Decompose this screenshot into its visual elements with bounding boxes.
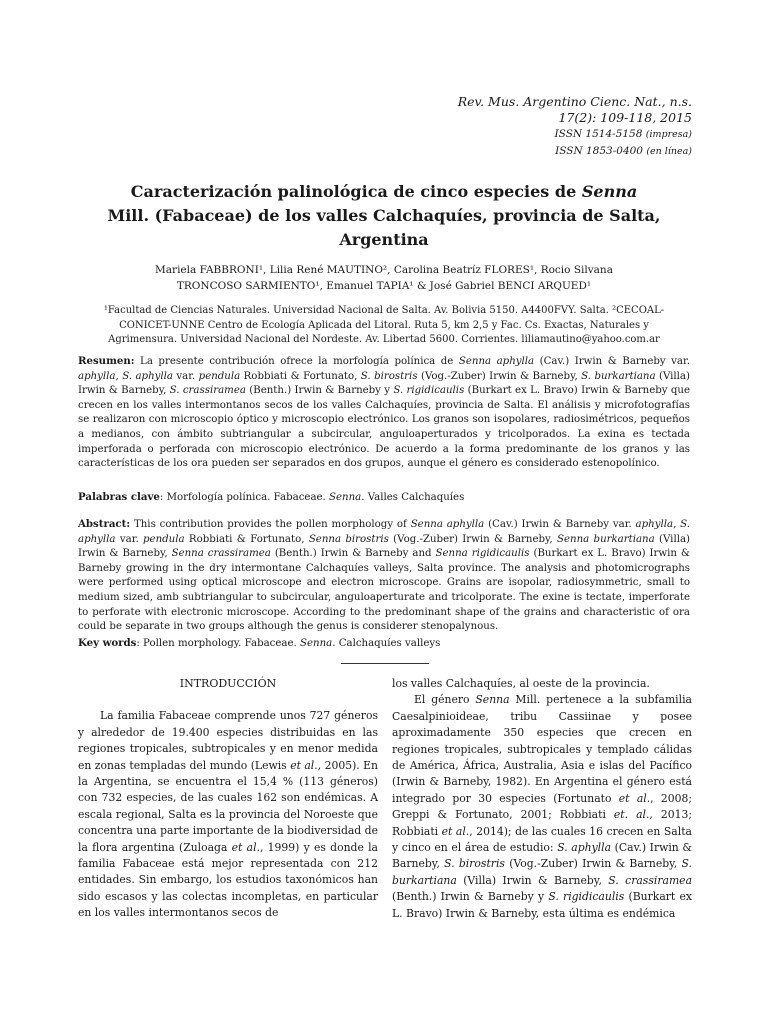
- resumen-paragraph: Resumen: La presente contribución ofrece la morfología polínica de Senna aphylla (Cav.) Irwin & Barneby var. aphylla, S. aphylla var. pendula Robbiati & Fortunato, S. birostris (Vog.-Zuber) Irwin & Barneby, S. burkartiana (Villa) Irwin & Barneby, S. crassiramea (Benth.) Irwin & Barneby y S. rigidicaulis (Burkart ex L. Bravo) Irwin & Barneby que crecen en los valles intermontanos secos de los valles Calchaquíes, provincia de Salta. El análisis y microfotografías se realizaron con microscopio óptico y microscopio electrónico. Los granos son isopolares, radiosimétricos, pequeños a medianos, con ámbito subtriangular a subcircular, anguloaperturados y tricolporados. La exina es tectada imperforada o perforada con microscopio electrónico. De acuerdo a la forma predominante de los granos y las características de los ora pueden ser separados en dos grupos, aunque el género es considerado estenopolínico.: [78, 355, 690, 470]
- title-line2: Mill. (Fabaceae) de los valles Calchaquíes, provincia de Salta,: [107, 206, 661, 225]
- section-divider: [341, 663, 429, 664]
- palabras-clave: Palabras clave: Morfología polínica. Fabaceae. Senna. Valles Calchaquíes: [78, 491, 465, 503]
- key-words: Key words: Pollen morphology. Fabaceae. Senna. Calchaquíes valleys: [78, 637, 441, 649]
- title-line3: Argentina: [339, 230, 429, 249]
- section-heading-introduccion: INTRODUCCIÓN: [179, 677, 277, 690]
- affiliations: ¹Facultad de Ciencias Naturales. Universidad Nacional de Salta. Av. Bolivia 5150. A4400FVY. Salta. ²CECOAL- CONICET-UNNE Centro de Ecología Aplicada del Litoral. Ruta 5, km 2,5 y Fac. Cs. Exactas, Naturales y Agrimensura. Universidad Nacional del Nordeste. Av. Libertad 5600. Corrientes. liliamautino@yahoo.com.ar: [103, 305, 665, 345]
- issn-online: ISSN 1853-0400 (en línea): [555, 145, 692, 157]
- article-title: [96, 180, 672, 252]
- column-right: [392, 676, 692, 922]
- journal-citation-line1: Rev. Mus. Argentino Cienc. Nat., n.s.: [457, 94, 692, 109]
- intro-paragraph-1: La familia Fabaceae comprende unos 727 géneros y alrededor de 19.400 especies distribuidas en las regiones tropicales, subtropicales y en menor medida en zonas templadas del mundo (Lewis et al., 2005). En la Argentina, se encuentra el 15,4 % (113 géneros) con 732 especies, de las cuales 162 son endémicas. A escala regional, Salta es la provincia del Noroeste que concentra una parte importante de la biodiversidad de la flora argentina (Zuloaga et al., 1999) y es donde la familia Fabaceae está mejor representada con 212 entidades. Sin embargo, los estudios taxonómicos han sido escasos y las colectas incompletas, en particular en los valles intermontanos secos de: [78, 709, 378, 920]
- journal-header: [272, 94, 692, 160]
- column-left: [78, 676, 378, 922]
- journal-citation-line2: 17(2): 109-118, 2015: [558, 110, 692, 125]
- author-list: Mariela FABBRONI¹, Lilia René MAUTINO², Carolina Beatríz FLORES¹, Rocio Silvana TRONCOSO SARMIENTO¹, Emanuel TAPIA¹ & José Gabriel BENCI ARQUED¹: [155, 264, 613, 292]
- abstract-paragraph: Abstract: This contribution provides the pollen morphology of Senna aphylla (Cav.) Irwin & Barneby var. aphylla, S. aphylla var. pendula Robbiati & Fortunato, Senna birostris (Vog.-Zuber) Irwin & Barneby, Senna burkartiana (Villa) Irwin & Barneby, Senna crassiramea (Benth.) Irwin & Barneby and Senna rigidicaulis (Burkart ex L. Bravo) Irwin & Barneby growing in the dry intermontane Calchaquíes valleys, Salta province. The analysis and photomicrographs were performed using optical microscope and electron microscope. Grains are isopolar, radiosymmetric, small to medium sized, amb subtriangular to subcircular, anguloaperturate and tricolporate. The exine is tectate, imperforate to perforate with electronic microscope. According to the predominant shape of the grains and characteristic of ora could be separate in two groups although the genus is considerer stenopalynous.: [78, 518, 691, 633]
- intro-paragraph-1-continued: los valles Calchaquíes, al oeste de la provincia.: [392, 677, 650, 690]
- title-line1: Caracterización palinológica de cinco especies de Senna: [130, 182, 638, 201]
- intro-paragraph-2: El género Senna Mill. pertenece a la subfamilia Caesalpinioideae, tribu Cassiinae y posee aproximadamente 350 especies que crecen en regiones tropicales, subtropicales y templado cálidas de América, África, Australia, Asia e islas del Pacífico (Irwin & Barneby, 1982). En Argentina el género está integrado por 30 especies (Fortunato et al., 2008; Greppi & Fortunato, 2001; Robbiati et. al., 2013; Robbiati et al., 2014); de las cuales 16 crecen en Salta y cinco en el área de estudio: S. aphylla (Cav.) Irwin & Barneby, S. birostris (Vog.-Zuber) Irwin & Barneby, S. burkartiana (Villa) Irwin & Barneby, S. crassiramea (Benth.) Irwin & Barneby y S. rigidicaulis (Burkart ex L. Bravo) Irwin & Barneby, esta última es endémica: [392, 693, 693, 920]
- issn-print: ISSN 1514-5158 (impresa): [554, 128, 692, 140]
